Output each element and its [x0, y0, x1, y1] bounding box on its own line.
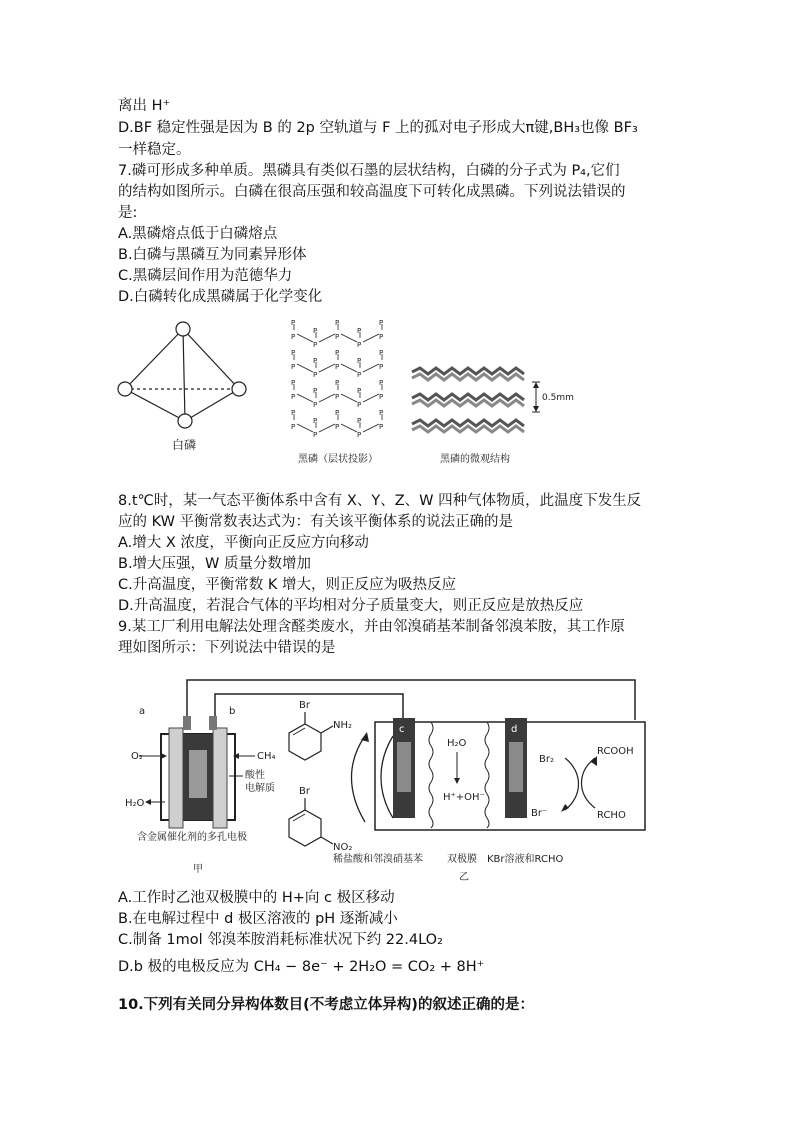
- p-atom: P: [291, 349, 296, 357]
- electrolysis-diagram: [125, 672, 670, 884]
- p-atom: P: [335, 333, 340, 341]
- p-bond: [341, 394, 357, 402]
- membrane-label: 双极膜: [447, 854, 477, 865]
- black-phosphorus-projection: [282, 312, 400, 444]
- h2o-mid-label: H₂O: [447, 738, 467, 749]
- p-atom: P: [357, 387, 362, 395]
- br-bottom-label: Br: [299, 786, 310, 797]
- question-9-option-a: A.工作时乙池双极膜中的 H+向 c 极区移动: [118, 890, 395, 906]
- question-8-option-c: C.升高温度，平衡常数 K 增大，则正反应为吸热反应: [118, 577, 456, 593]
- p-atom: P: [379, 379, 384, 387]
- p-bond: [363, 364, 379, 372]
- p-bond: [363, 334, 379, 342]
- p-atom: P: [357, 327, 362, 335]
- electrolyte-label-1: 酸性: [245, 770, 265, 781]
- p-bond: [297, 334, 313, 342]
- p-atom: P: [357, 431, 362, 439]
- question-8-option-a: A.增大 X 浓度，平衡向正反应方向移动: [118, 535, 369, 551]
- h-oh-label: H⁺+OH⁻: [443, 792, 485, 803]
- p-atom: P: [379, 409, 384, 417]
- p-atom: P: [357, 357, 362, 365]
- p-atom: P: [379, 349, 384, 357]
- question-8-stem: 8.t℃时，某一气态平衡体系中含有 X、Y、Z、W 四种气体物质，此温度下发生反: [118, 493, 642, 509]
- p-atom: P: [379, 333, 384, 341]
- p-atom: P: [335, 423, 340, 431]
- p-atom: P: [357, 417, 362, 425]
- question-8-option-b: B.增大压强，W 质量分数增加: [118, 556, 312, 572]
- p-bond: [341, 424, 357, 432]
- question-7-stem: 的结构如图所示。白磷在很高压强和较高温度下可转化成黑磷。下列说法错误的: [118, 184, 626, 200]
- question-7-option-c: C.黑磷层间作用为范德华力: [118, 268, 293, 284]
- nh2-label: NH₂: [333, 720, 353, 731]
- electrode-c-label: c: [399, 724, 405, 735]
- question-7-stem: 7.磷可形成多种单质。黑磷具有类似石墨的层状结构，白磷的分子式为 P₄,它们: [118, 163, 620, 179]
- p-bond: [297, 394, 313, 402]
- p-atom: P: [313, 417, 318, 425]
- p-atom: P: [313, 401, 318, 409]
- text-line: 一样稳定。: [118, 142, 191, 158]
- question-9-option-d: D.b 极的电极反应为 CH₄ − 8e⁻ + 2H₂O = CO₂ + 8H⁺: [118, 959, 485, 975]
- question-9-stem: 理如图所示：下列说法中错误的是: [118, 640, 336, 656]
- p-bond: [363, 394, 379, 402]
- p-atom: P: [335, 363, 340, 371]
- micro-structure-label: 黑磷的微观结构: [440, 454, 510, 465]
- p-atom: P: [335, 393, 340, 401]
- question-9-option-c: C.制备 1mol 邻溴苯胺消耗标准状况下约 22.4LO₂: [118, 932, 443, 948]
- p-atom: P: [291, 319, 296, 327]
- electrode-d-label: d: [511, 724, 518, 735]
- p-atom: P: [313, 357, 318, 365]
- electrolyte-label-2: 电解质: [245, 783, 275, 794]
- question-7-option-d: D.白磷转化成黑磷属于化学变化: [118, 289, 323, 305]
- question-9-stem: 9.某工厂利用电解法处理含醛类废水，并由邻溴硝基苯制备邻溴苯胺，其工作原: [118, 619, 625, 635]
- no2-label: NO₂: [333, 842, 353, 853]
- question-7-option-b: B.白磷与黑磷互为同素异形体: [118, 247, 307, 263]
- p-atom: P: [313, 327, 318, 335]
- p-atom: P: [313, 387, 318, 395]
- p-atom: P: [291, 333, 296, 341]
- black-phosphorus-micro-structure: [408, 362, 578, 442]
- cell-jia-label: 甲: [193, 864, 203, 875]
- p-atom: P: [291, 363, 296, 371]
- p-atom: P: [291, 423, 296, 431]
- p-atom: P: [291, 393, 296, 401]
- p-bond: [363, 424, 379, 432]
- p-atom: P: [291, 409, 296, 417]
- p-atom: P: [335, 319, 340, 327]
- br2-label: Br₂: [539, 754, 554, 765]
- p-atom: P: [335, 349, 340, 357]
- p-bond: [297, 424, 313, 432]
- black-phosphorus-label: 黑磷（层状投影）: [298, 454, 378, 465]
- br-top-label: Br: [299, 700, 310, 711]
- rcooh-label: RCOOH: [597, 746, 634, 757]
- question-10-stem: 10.下列有关同分异构体数目(不考虑立体异构)的叙述正确的是：: [118, 997, 534, 1013]
- p-bond: [319, 334, 335, 342]
- p-bond: [319, 394, 335, 402]
- electrode-a-label: a: [139, 706, 146, 717]
- p-atom: P: [313, 371, 318, 379]
- p-atom: P: [357, 341, 362, 349]
- p-atom: P: [357, 371, 362, 379]
- right-solution-label: KBr溶液和RCHO: [487, 854, 564, 865]
- p-atom: P: [291, 379, 296, 387]
- p-atom: P: [379, 393, 384, 401]
- p-atom: P: [313, 341, 318, 349]
- white-phosphorus-diagram: [115, 315, 255, 430]
- br-minus-label: Br⁻: [531, 808, 548, 819]
- p-bond: [319, 424, 335, 432]
- p-atom: P: [379, 363, 384, 371]
- porous-electrode-label: 含金属催化剂的多孔电极: [137, 832, 247, 843]
- white-phosphorus-label: 白磷: [172, 438, 197, 452]
- question-8-stem: 应的 KW 平衡常数表达式为：有关该平衡体系的说法正确的是: [118, 514, 514, 530]
- text-line: 离出 H⁺: [118, 98, 171, 114]
- ch4-label: CH₄: [257, 751, 276, 762]
- o2-label: O₂: [131, 751, 143, 762]
- h2o-out-label: H₂O: [125, 798, 145, 809]
- p-atom: P: [335, 379, 340, 387]
- p-bond: [319, 364, 335, 372]
- p-bond: [341, 334, 357, 342]
- p-atom: P: [379, 319, 384, 327]
- question-7-option-a: A.黑磷熔点低于白磷熔点: [118, 226, 278, 242]
- p-bond: [297, 364, 313, 372]
- electrode-b-label: b: [229, 706, 236, 717]
- question-9-option-b: B.在电解过程中 d 极区溶液的 pH 逐渐减小: [118, 911, 398, 927]
- rcho-label: RCHO: [597, 810, 626, 821]
- spacing-label: 0.5mm: [542, 393, 574, 403]
- cell-yi-label: 乙: [459, 872, 469, 883]
- p-atom: P: [379, 423, 384, 431]
- p-atom: P: [357, 401, 362, 409]
- p-atom: P: [335, 409, 340, 417]
- p-atom: P: [313, 431, 318, 439]
- p-bond: [341, 364, 357, 372]
- left-solution-label: 稀盐酸和邻溴硝基苯: [333, 854, 423, 865]
- question-7-stem: 是:: [118, 205, 138, 221]
- question-8-option-d: D.升高温度，若混合气体的平均相对分子质量变大，则正反应是放热反应: [118, 598, 584, 614]
- text-line: D.BF 稳定性强是因为 B 的 2p 空轨道与 F 上的孤对电子形成大π键,BH₃也像 BF₃: [118, 120, 638, 136]
